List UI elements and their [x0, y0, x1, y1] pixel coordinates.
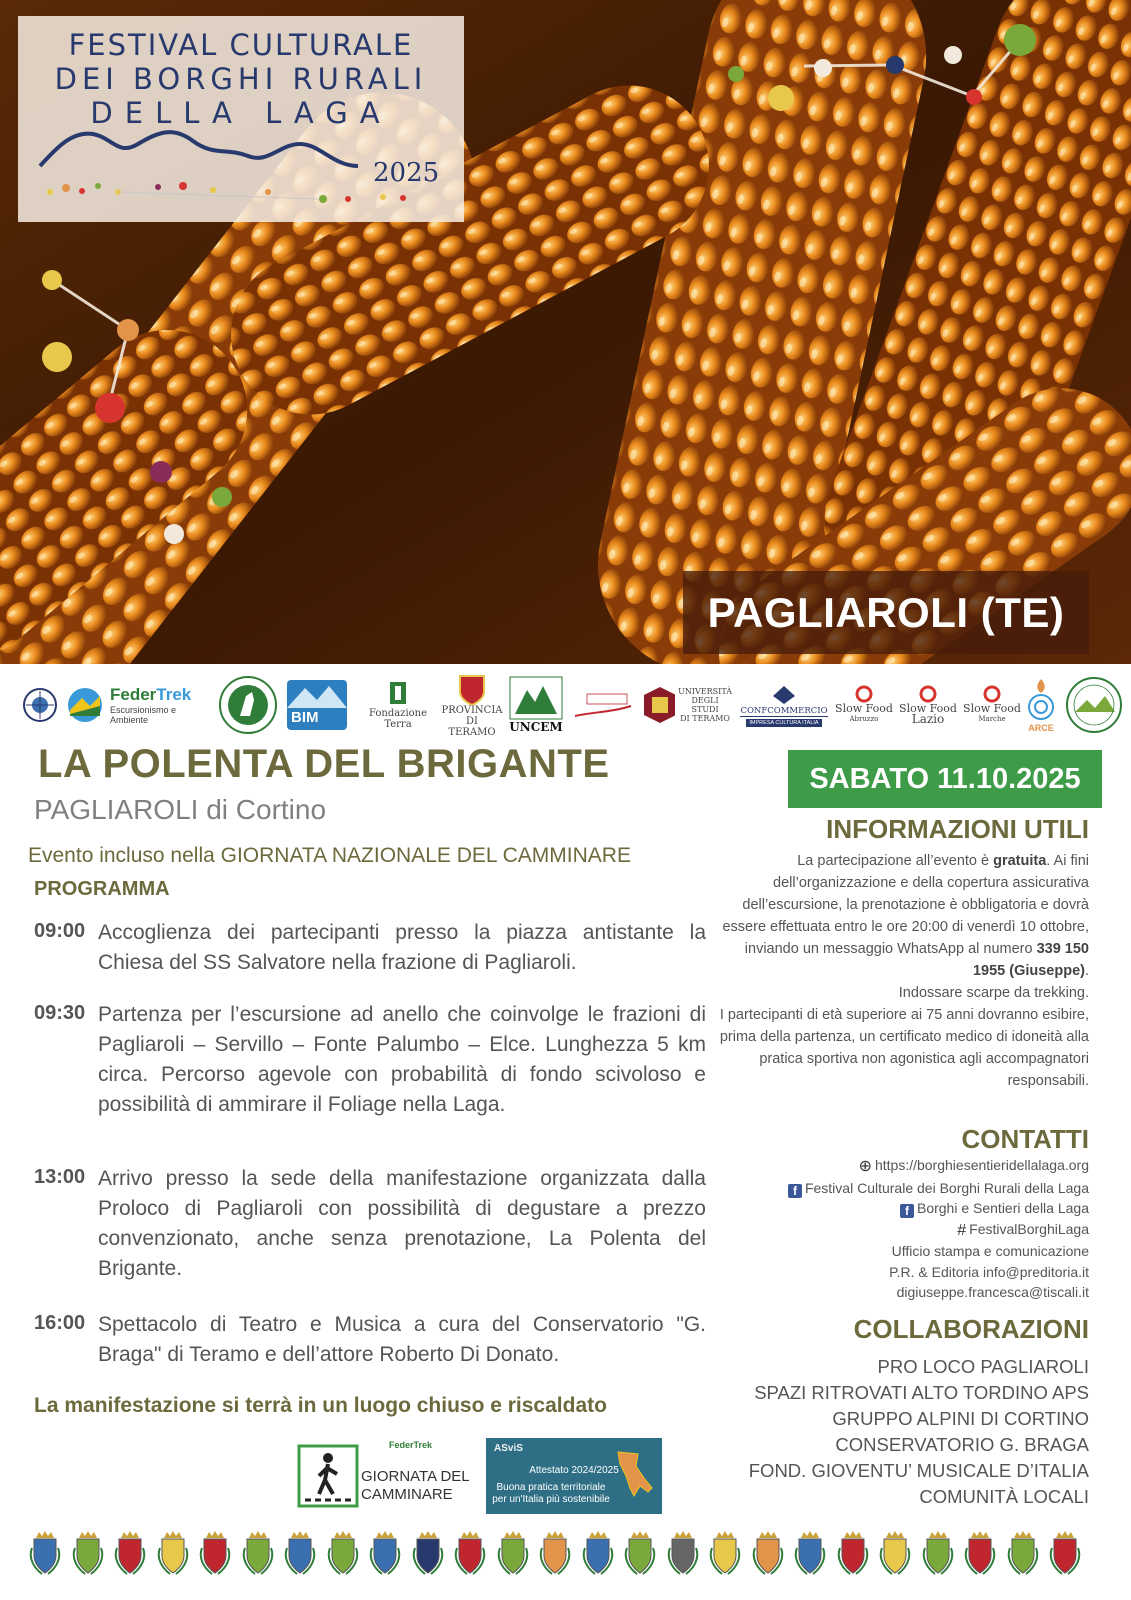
sponsor-logo-borghi-sentieri: [1064, 672, 1124, 738]
sponsor-logo-confcommercio: [736, 672, 832, 738]
asvis-label-1: Attestato 2024/2025: [529, 1465, 619, 1476]
crest-icon: [453, 1530, 487, 1576]
festival-title-box: [18, 16, 464, 222]
collab-item: CONSERVATORIO G. BRAGA: [835, 1434, 1089, 1455]
collab-item: COMUNITÀ LOCALI: [919, 1486, 1089, 1507]
program-desc: Spettacolo di Teatro e Musica a cura del Conservatorio "G. Braga" di Teramo e dell’attore Roberto Di Donato.: [98, 1313, 706, 1366]
asvis-label-2: Buona pratica territoriale per un'Italia più sostenibile: [492, 1482, 610, 1505]
program-time: 09:30: [34, 1002, 86, 1024]
crest-icon: [198, 1530, 232, 1576]
crest-icon: [836, 1530, 870, 1576]
crest-icon: [623, 1530, 657, 1576]
universita-label-1: UNIVERSITÀ: [678, 687, 732, 696]
crest-icon: [1006, 1530, 1040, 1576]
crest-icon: [156, 1530, 190, 1576]
contact-hashtag: [729, 1219, 1089, 1242]
sponsor-logo-uncem: [508, 672, 564, 738]
sponsor-logo-ecomuseo: [572, 672, 634, 738]
sponsor-logo-slowfood-lazio: [896, 672, 960, 738]
program-desc: Arrivo presso la sede della manifestazione organizzata dalla Proloco di Pagliaroli con possibilità di degustare a prezzo convenzionato, anche senza prenotazione, La Polenta del Brigante.: [98, 1167, 706, 1280]
program-time: 16:00: [34, 1312, 86, 1334]
slowfood-region-marche: Marche: [978, 715, 1006, 723]
location-banner: [683, 571, 1089, 654]
slowfood-label-1: Slow Food: [835, 702, 893, 715]
contact-facebook-borghi[interactable]: [729, 1198, 1089, 1219]
crest-icon: [538, 1530, 572, 1576]
crest-icon: [751, 1530, 785, 1576]
sponsor-logo-strip: [18, 672, 1118, 742]
contact-facebook-festival[interactable]: [729, 1178, 1089, 1199]
venue-note: La manifestazione si terrà in un luogo chiuso e riscaldato: [34, 1394, 607, 1417]
contacts-block: [729, 1155, 1089, 1303]
confcommercio-label: CONFCOMMERCIO: [740, 705, 828, 716]
crest-icon: [878, 1530, 912, 1576]
fondazione-label: Fondazione Terra: [368, 708, 428, 730]
facebook-icon: f: [900, 1204, 914, 1218]
slowfood-label-3: Slow Food: [963, 702, 1021, 715]
contact-website[interactable]: [729, 1155, 1089, 1178]
location-text: PAGLIAROLI (TE): [707, 588, 1065, 636]
sponsor-logo-provincia: [442, 672, 502, 738]
crest-icon: [113, 1530, 147, 1576]
crest-icon: [71, 1530, 105, 1576]
event-date: SABATO 11.10.2025: [809, 762, 1081, 795]
giornata-camminare-badge: [297, 1440, 470, 1514]
slowfood-region-abruzzo: Abruzzo: [849, 715, 879, 723]
program-time: 09:00: [34, 920, 86, 942]
federtrek-icon: [66, 686, 104, 724]
website-url[interactable]: https://borghiesentieridellalaga.org: [874, 1157, 1089, 1173]
program-desc: Accoglienza dei partecipanti presso la piazza antistante la Chiesa del SS Salvatore nella frazione di Pagliaroli.: [98, 921, 706, 974]
crest-icon: [496, 1530, 530, 1576]
program-desc: Partenza per l’escursione ad anello che coinvolge le frazioni di Pagliaroli – Servillo – Fonte Palumbo – Elce. Lunghezza 5 km circa. Percorso agevole con probabilità di fondo scivoloso e possibilità di ammirare il Foliage nella Laga.: [98, 1003, 706, 1116]
info-text-part: .: [1084, 963, 1089, 979]
collab-item: FOND. GIOVENTU’ MUSICALE D’ITALIA: [748, 1460, 1089, 1481]
gdc-label-2: CAMMINARE: [361, 1486, 453, 1503]
info-text: [709, 850, 1089, 1092]
contact-email[interactable]: digiuseppe.francesca@tiscali.it: [896, 1284, 1089, 1300]
federtrek-name-b: Trek: [156, 685, 192, 704]
program-label: PROGRAMMA: [34, 878, 170, 900]
crest-icon: [1048, 1530, 1082, 1576]
globe-icon: ⊕: [858, 1158, 872, 1175]
sponsor-logo-slowfood-abruzzo: [834, 672, 894, 738]
facebook-icon: f: [788, 1184, 802, 1198]
collab-title: COLLABORAZIONI: [853, 1314, 1089, 1344]
event-title: LA POLENTA DEL BRIGANTE: [38, 742, 610, 786]
crest-icon: [793, 1530, 827, 1576]
info-text-part: La partecipazione all’evento è: [797, 853, 994, 869]
confcommercio-sub: IMPRESA CULTURA ITALIA: [746, 719, 821, 727]
contacts-title: CONTATTI: [961, 1124, 1089, 1154]
collab-item: PRO LOCO PAGLIAROLI: [877, 1356, 1089, 1377]
event-note: Evento incluso nella GIORNATA NAZIONALE DEL CAMMINARE: [28, 844, 631, 867]
festival-title-line2: DEI BORGHI RURALI: [54, 62, 428, 96]
universita-label-2: DEGLI STUDI: [691, 696, 719, 714]
info-title: INFORMAZIONI UTILI: [826, 814, 1089, 844]
crest-icon: [411, 1530, 445, 1576]
facebook-page-borghi[interactable]: Borghi e Sentieri della Laga: [916, 1200, 1089, 1216]
info-shoes: Indossare scarpe da trekking.: [898, 985, 1089, 1001]
slowfood-region-lazio: Lazio: [911, 712, 945, 726]
festival-title-line3: DELLA LAGA: [90, 96, 392, 130]
universita-label-3: DI TERAMO: [680, 714, 730, 723]
info-age-requirement: I partecipanti di età superiore ai 75 anni dovranno esibire, prima della partenza, un certificato medico di idoneità alla pratica sportiva non agonistica agli accompagnatori responsabili.: [719, 1007, 1089, 1089]
crest-icon: [326, 1530, 360, 1576]
bim-label: BIM: [291, 709, 319, 726]
crest-icon: [708, 1530, 742, 1576]
hashtag-text: FestivalBorghiLaga: [969, 1220, 1089, 1237]
sponsor-logo-federtrek: [66, 672, 216, 738]
mountains-graphic: [18, 16, 464, 222]
sponsor-logo-universita: [642, 672, 732, 738]
contact-pr: P.R. & Editoria info@preditoria.it: [889, 1263, 1089, 1280]
crest-icon: [283, 1530, 317, 1576]
asvis-badge: [486, 1438, 662, 1514]
collab-item: SPAZI RITROVATI ALTO TORDINO APS: [754, 1382, 1089, 1403]
sponsor-logo-fondazione: [358, 672, 438, 738]
festival-title-line1: FESTIVAL CULTURALE: [68, 28, 414, 62]
event-date-banner: [788, 750, 1102, 808]
crest-icon: [28, 1530, 62, 1576]
collab-item: GRUPPO ALPINI DI CORTINO: [832, 1408, 1089, 1429]
festival-year: 2025: [373, 158, 440, 188]
info-phone: 339 150 1955 (Giuseppe): [972, 941, 1089, 979]
collab-list: [749, 1354, 1089, 1510]
crest-icon: [581, 1530, 615, 1576]
sponsor-logo-parco: [216, 672, 280, 738]
hero-image: [0, 0, 1131, 664]
sponsor-logo-bim: [286, 672, 348, 738]
info-free: gratuita: [993, 853, 1047, 869]
contact-office: Ufficio stampa e comunicazione: [891, 1243, 1089, 1259]
sponsor-logo-arce: [1022, 672, 1060, 738]
program-time: 13:00: [34, 1166, 86, 1188]
arce-label: ARCE: [1028, 723, 1054, 733]
provincia-label-2: DI TERAMO: [448, 716, 496, 738]
gdc-label-1: GIORNATA DEL: [361, 1468, 470, 1485]
sponsor-logo-globe: [22, 672, 58, 738]
info-text-part: . Ai fini dell’organizzazione e della copertura assicurativa dell’escursione, la prenotazione è obbligatoria e dovrà essere effettuata entro le ore 20:00 di venerdì 10 ottobre, inviando un messaggio WhatsApp al numero: [722, 853, 1089, 957]
facebook-page-festival[interactable]: Festival Culturale dei Borghi Rurali della Laga: [804, 1179, 1089, 1196]
event-subtitle: PAGLIAROLI di Cortino: [34, 794, 327, 825]
crest-icon: [241, 1530, 275, 1576]
crest-icon: [963, 1530, 997, 1576]
sponsor-logo-slowfood-marche: [962, 672, 1022, 738]
crest-icon: [921, 1530, 955, 1576]
crest-icon: [666, 1530, 700, 1576]
italy-map-icon: [608, 1448, 658, 1508]
asvis-brand: ASviS: [494, 1443, 523, 1454]
hashtag-icon: #: [957, 1221, 967, 1239]
provincia-label-1: PROVINCIA: [441, 705, 503, 716]
walking-person-icon: [297, 1444, 359, 1510]
federtrek-name-a: Feder: [109, 685, 157, 704]
gdc-brand: FederTrek: [389, 1440, 433, 1450]
uncem-label: UNCEM: [509, 720, 563, 734]
crest-icon: [368, 1530, 402, 1576]
municipality-crests: [28, 1530, 1108, 1580]
slowfood-label-2: Slow Food: [899, 702, 957, 715]
federtrek-sub: Escursionismo e Ambiente: [109, 705, 177, 725]
